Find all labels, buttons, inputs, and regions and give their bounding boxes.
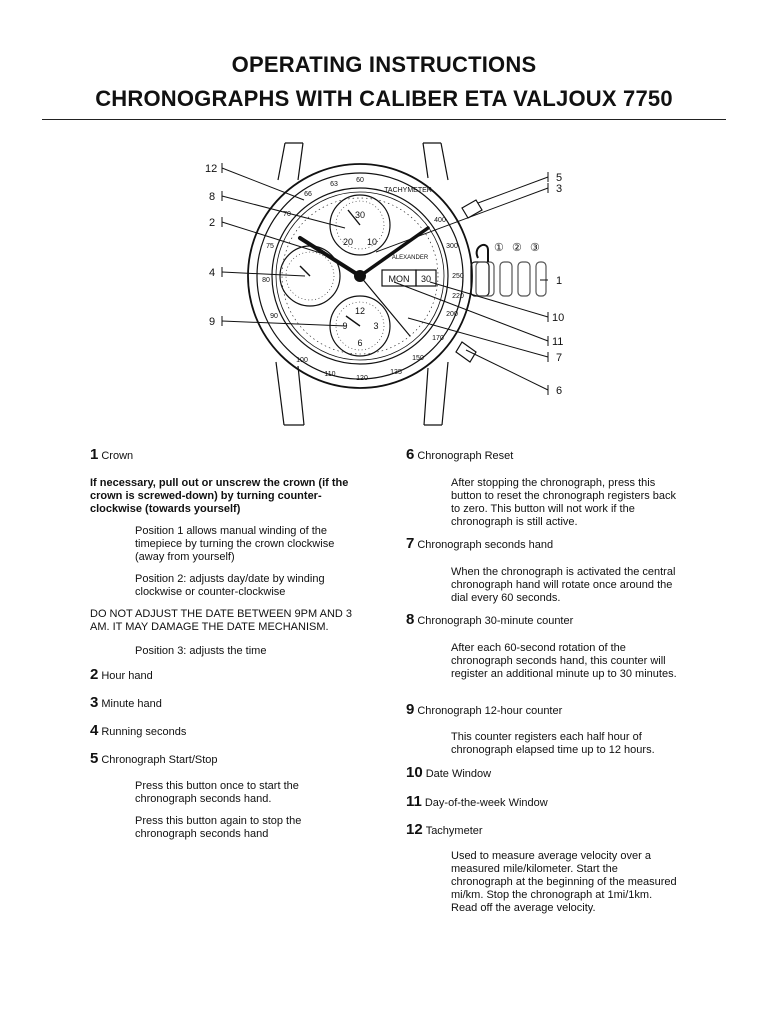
section-running-seconds-heading: 4 Running seconds	[90, 722, 187, 739]
callout-6: 6	[556, 385, 563, 397]
callout-2: 2	[209, 217, 216, 229]
svg-text:30: 30	[420, 274, 432, 284]
crown-position-3-text: Position 3: adjusts the time	[135, 645, 267, 657]
svg-text:250: 250	[452, 273, 464, 280]
tachymeter-text: Used to measure average velocity over a measured mile/kilometer. Start the chronograph at the beginning of the measured mi/km. Stop the chronograph at 1mi/1km. Read off the average velocity.	[451, 850, 677, 914]
crown-position-3	[518, 262, 530, 296]
start-text: Press this button once to start the chronograph seconds hand.	[135, 780, 299, 805]
crown-position-1	[476, 262, 494, 296]
crown-unscrew-instruction: If necessary, pull out or unscrew the crown (if the crown is screwed-down) by turning counter-clockwise (towards yourself)	[90, 477, 349, 515]
svg-text:30: 30	[354, 210, 366, 220]
svg-text:300: 300	[446, 243, 458, 250]
section-start-stop-heading: 5 Chronograph Start/Stop	[90, 750, 218, 767]
callout-12: 12	[205, 163, 218, 175]
svg-text:110: 110	[324, 371, 336, 378]
callout-8: 8	[209, 191, 216, 203]
svg-text:12: 12	[354, 306, 366, 316]
svg-text:②: ②	[512, 242, 522, 254]
crown-position-1-text: Position 1 allows manual winding of the timepiece by turning the crown clockwise (away from yourself)	[135, 525, 335, 563]
svg-text:20: 20	[342, 237, 354, 247]
seconds-hand-text: When the chronograph is activated the central chronograph hand will rotate once around the dial every 60 seconds.	[451, 566, 676, 604]
svg-text:TACHYMETER: TACHYMETER	[384, 187, 432, 194]
page-title: OPERATING INSTRUCTIONS	[231, 52, 537, 77]
pusher-reset	[456, 342, 476, 362]
svg-text:9: 9	[342, 321, 348, 331]
section-hour-hand-heading: 2 Hour hand	[90, 666, 153, 683]
svg-text:60: 60	[356, 177, 364, 184]
svg-text:70: 70	[283, 211, 291, 218]
section-tachymeter-heading: 12 Tachymeter	[406, 821, 483, 838]
crown-position-4	[536, 262, 546, 296]
callout-4: 4	[209, 267, 216, 279]
callout-1: 1	[556, 275, 563, 287]
lug-bottom-right	[424, 362, 448, 425]
section-reset-heading: 6 Chronograph Reset	[406, 446, 514, 463]
watch-diagram	[180, 130, 590, 430]
svg-text:90: 90	[270, 313, 278, 320]
section-crown-heading: 1 Crown	[90, 446, 134, 463]
lug-top-right	[423, 143, 448, 180]
crown-position-2	[500, 262, 512, 296]
section-12-hour-heading: 9 Chronograph 12-hour counter	[406, 701, 563, 718]
crown	[471, 262, 489, 296]
svg-text:①: ①	[494, 242, 504, 254]
callout-10: 10	[552, 312, 565, 324]
minute-hand	[360, 228, 428, 276]
callout-3: 3	[556, 183, 563, 195]
svg-text:6: 6	[357, 338, 363, 348]
svg-text:ALEXANDER: ALEXANDER	[391, 255, 429, 261]
svg-text:220: 220	[452, 293, 464, 300]
callout-11: 11	[552, 336, 564, 348]
section-date-window-heading: 10 Date Window	[406, 764, 492, 781]
callout-7: 7	[556, 352, 563, 364]
callout-5: 5	[556, 172, 563, 184]
title-divider	[42, 119, 726, 120]
svg-text:63: 63	[330, 181, 338, 188]
svg-text:150: 150	[412, 355, 424, 362]
section-day-window-heading: 11 Day-of-the-week Window	[406, 793, 548, 810]
svg-text:100: 100	[296, 357, 308, 364]
12-hour-text: This counter registers each half hour of chronograph elapsed time up to 12 hours.	[451, 731, 655, 756]
svg-text:MON: MON	[388, 274, 410, 284]
section-minute-hand-heading: 3 Minute hand	[90, 694, 162, 711]
callout-9: 9	[209, 316, 216, 328]
page-subtitle: CHRONOGRAPHS WITH CALIBER ETA VALJOUX 7750	[95, 86, 673, 111]
svg-text:75: 75	[266, 243, 274, 250]
crown-position-2-text: Position 2: adjusts day/date by winding clockwise or counter-clockwise	[135, 573, 325, 598]
reset-text: After stopping the chronograph, press this button to reset the chronograph registers back to zero. This button will not work if the chronograph is still active.	[451, 477, 677, 528]
crown-arrow	[477, 245, 488, 262]
30-minute-text: After each 60-second rotation of the chronograph seconds hand, this counter will register an additional minute up to 30 minutes.	[451, 642, 677, 680]
svg-text:66: 66	[304, 191, 312, 198]
lug-top-left	[278, 143, 303, 180]
svg-text:135: 135	[390, 369, 402, 376]
svg-text:80: 80	[262, 277, 270, 284]
svg-text:③: ③	[530, 242, 540, 254]
stop-text: Press this button again to stop the chronograph seconds hand	[135, 815, 302, 840]
svg-text:200: 200	[446, 311, 458, 318]
svg-text:400: 400	[434, 217, 446, 224]
svg-text:170: 170	[432, 335, 444, 342]
hand-pin	[354, 270, 366, 282]
section-seconds-hand-heading: 7 Chronograph seconds hand	[406, 535, 554, 552]
svg-text:120: 120	[356, 375, 368, 382]
svg-text:10: 10	[366, 237, 378, 247]
section-30-minute-heading: 8 Chronograph 30-minute counter	[406, 611, 574, 628]
date-caution: DO NOT ADJUST THE DATE BETWEEN 9PM AND 3 AM. IT MAY DAMAGE THE DATE MECHANISM.	[90, 608, 353, 633]
svg-text:3: 3	[373, 321, 379, 331]
